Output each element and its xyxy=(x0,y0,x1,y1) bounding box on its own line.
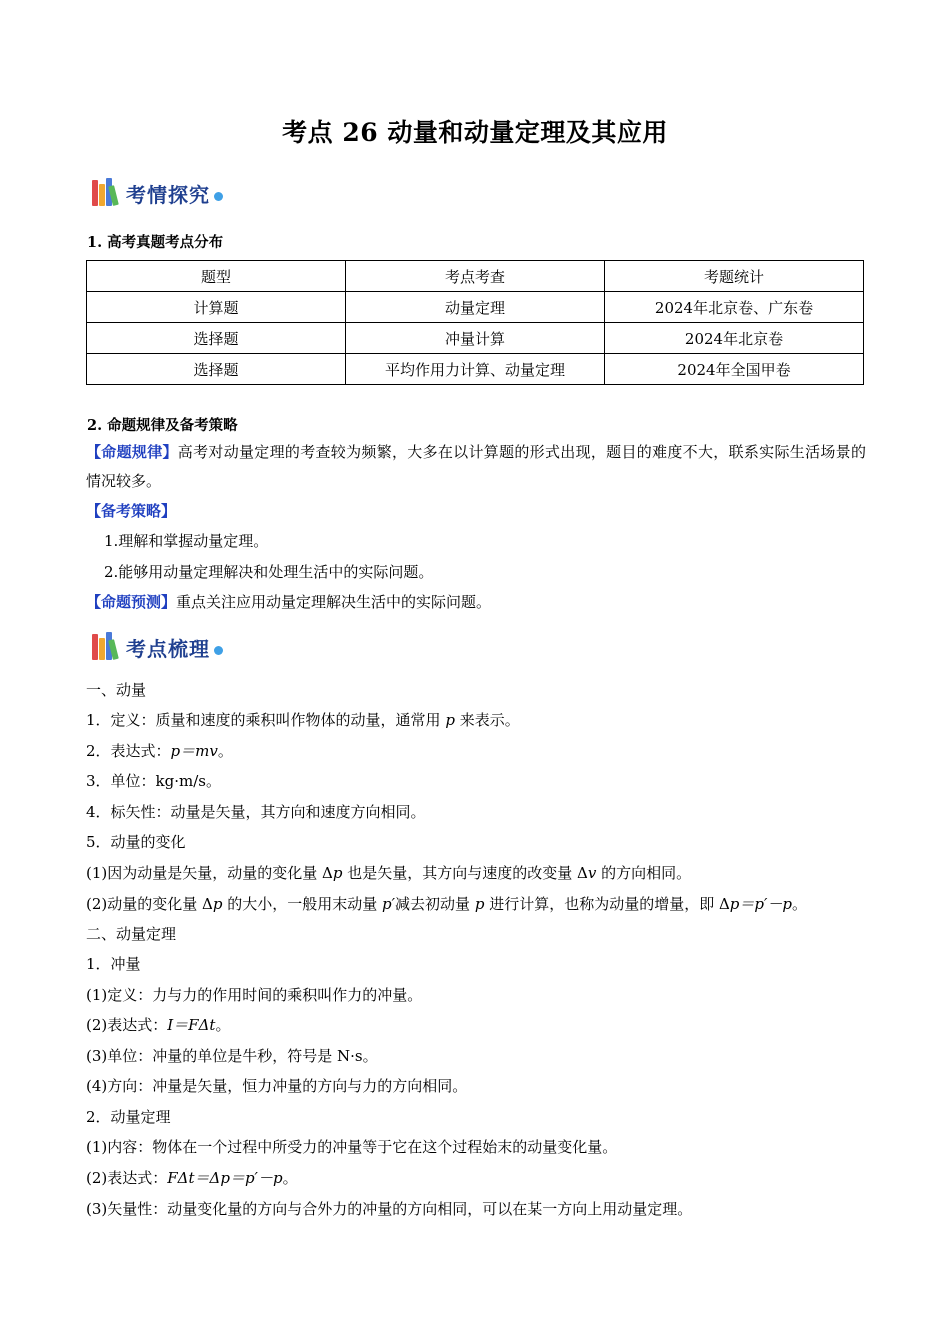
table-cell: 2024年北京卷、广东卷 xyxy=(605,292,864,323)
content-line: (2)表达式：I＝FΔt。 xyxy=(86,1016,231,1034)
table-cell: 计算题 xyxy=(87,292,346,323)
table-cell: 2024年全国甲卷 xyxy=(605,354,864,385)
page-title: 考点 26 动量和动量定理及其应用 xyxy=(282,118,668,147)
predict-line xyxy=(86,589,491,615)
content-line: 4．标矢性：动量是矢量，其方向和速度方向相同。 xyxy=(86,803,426,821)
table-cell: 动量定理 xyxy=(346,292,605,323)
rule-tag: 【命题规律】 xyxy=(86,443,178,461)
predict-text: 重点关注应用动量定理解决生活中的实际问题。 xyxy=(176,593,492,611)
content-line: 2．动量定理 xyxy=(86,1108,171,1126)
content-line: (3)单位：冲量的单位是牛秒，符号是 N·s。 xyxy=(86,1047,378,1065)
content-line: 5．动量的变化 xyxy=(86,833,186,851)
predict-tag: 【命题预测】 xyxy=(86,593,177,611)
dot-icon xyxy=(214,646,223,655)
table-row xyxy=(87,323,864,354)
table-header-cell: 考点考查 xyxy=(346,261,605,292)
table-row xyxy=(87,354,864,385)
rule-paragraph xyxy=(86,438,866,496)
rule-text: 高考对动量定理的考查较为频繁，大多在以计算题的形式出现，题目的难度不大，联系实际生活场景的情况较多。 xyxy=(86,443,866,490)
content-line: 2．表达式：p＝mv。 xyxy=(86,742,233,760)
books-icon xyxy=(92,632,122,662)
content-line: (1)定义：力与力的作用时间的乘积叫作力的冲量。 xyxy=(86,986,423,1004)
table-header-row xyxy=(87,261,864,292)
section-heading: 1. 高考真题考点分布 xyxy=(87,234,224,251)
table-cell: 2024年北京卷 xyxy=(605,323,864,354)
table-row xyxy=(87,292,864,323)
strategy-tag-line xyxy=(86,498,176,524)
content-line: (3)矢量性：动量变化量的方向与合外力的冲量的方向相同，可以在某一方向上用动量定理。 xyxy=(86,1200,693,1218)
banner-title: 考点梳理 xyxy=(126,636,210,661)
key-points-banner xyxy=(92,630,223,664)
table-header-cell: 题型 xyxy=(87,261,346,292)
section-title-theorem: 二、动量定理 xyxy=(86,925,177,943)
content-line: 1．定义：质量和速度的乘积叫作物体的动量，通常用 p 来表示。 xyxy=(86,711,520,729)
section-title-momentum: 一、动量 xyxy=(86,681,147,699)
content-line: 1．冲量 xyxy=(86,955,141,973)
table-cell: 选择题 xyxy=(87,323,346,354)
table-cell: 选择题 xyxy=(87,354,346,385)
table-cell: 冲量计算 xyxy=(346,323,605,354)
banner-title: 考情探究 xyxy=(126,182,210,207)
content-line: (2)动量的变化量 Δp 的大小，一般用末动量 p′减去初动量 p 进行计算，也称为动量的增量，即 Δp＝p′－p。 xyxy=(86,895,808,913)
content-line: (2)表达式：FΔt＝Δp＝p′－p。 xyxy=(86,1169,298,1187)
content-line: (1)内容：物体在一个过程中所受力的冲量等于它在这个过程始末的动量变化量。 xyxy=(86,1138,618,1156)
dot-icon xyxy=(214,192,223,201)
content-line: (1)因为动量是矢量，动量的变化量 Δp 也是矢量，其方向与速度的改变量 Δv 的方向相同。 xyxy=(86,864,692,882)
strategy-tag: 【备考策略】 xyxy=(86,502,177,520)
strategy-item: 1.理解和掌握动量定理。 xyxy=(104,532,269,550)
books-icon xyxy=(92,178,122,208)
exam-trend-banner xyxy=(92,176,223,210)
exam-distribution-table xyxy=(86,260,864,385)
content-line: 3．单位：kg·m/s。 xyxy=(86,772,221,790)
section-heading: 2. 命题规律及备考策略 xyxy=(87,417,238,434)
strategy-item: 2.能够用动量定理解决和处理生活中的实际问题。 xyxy=(104,563,434,581)
table-header-cell: 考题统计 xyxy=(605,261,864,292)
table-cell: 平均作用力计算、动量定理 xyxy=(346,354,605,385)
content-line: (4)方向：冲量是矢量，恒力冲量的方向与力的方向相同。 xyxy=(86,1077,468,1095)
